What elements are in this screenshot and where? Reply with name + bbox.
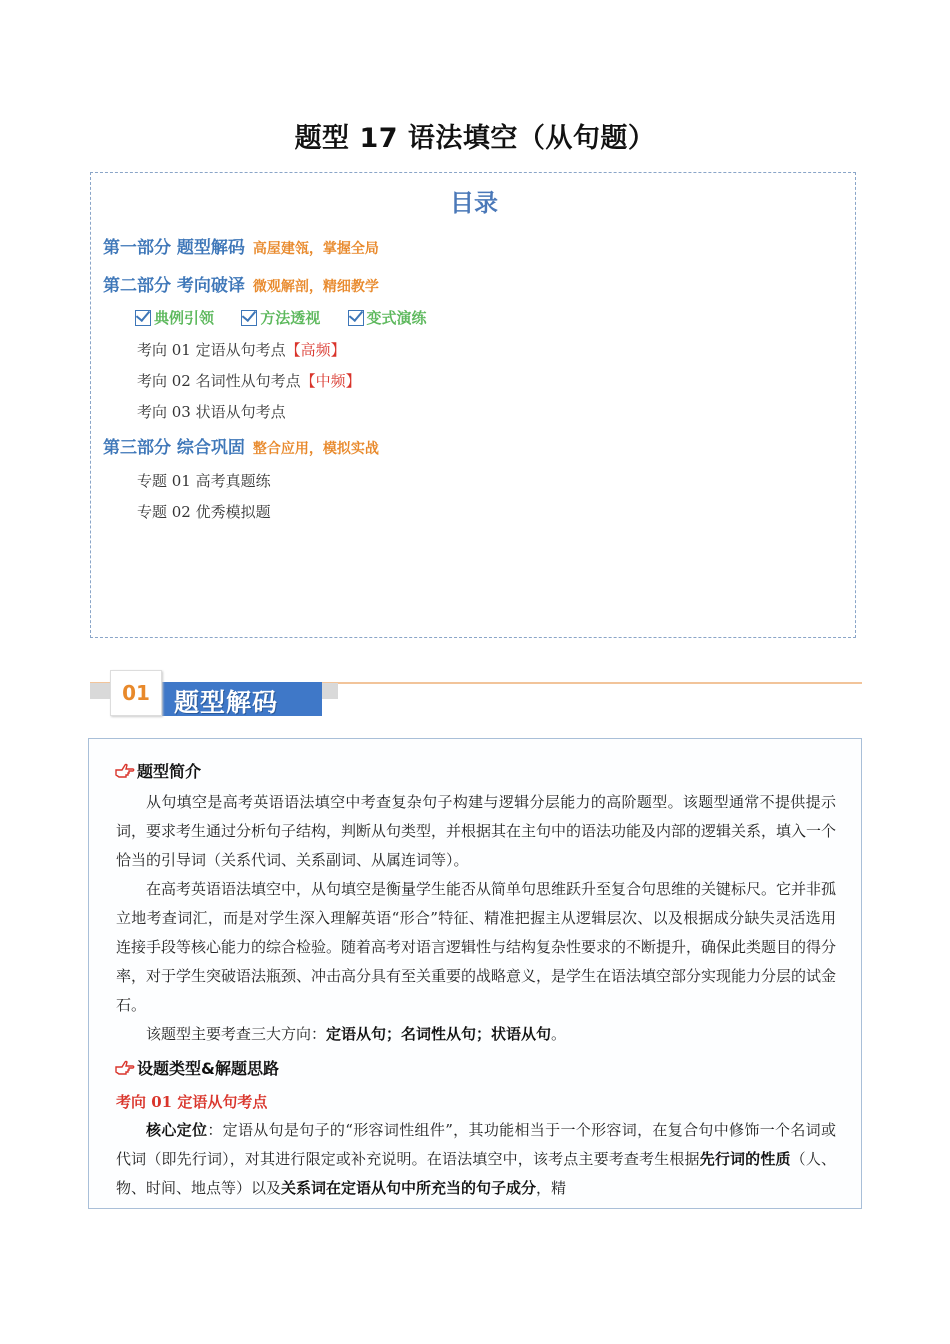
toc-part1[interactable] (103, 233, 379, 258)
toc-tab-3[interactable]: 变式演练 (348, 307, 427, 328)
toc-item-zt02[interactable]: 专题 02 优秀模拟题 (137, 503, 271, 521)
checkbox-icon (241, 310, 257, 326)
toc-box (90, 172, 856, 638)
toc-tabs (135, 307, 449, 330)
checkbox-icon (135, 310, 151, 326)
pointing-hand-icon (115, 1060, 135, 1076)
section-label: 题型解码 (174, 688, 279, 717)
toc-item-kx03[interactable]: 考向 03 状语从句考点 (137, 403, 286, 421)
toc-item-zt01[interactable]: 专题 01 高考真题练 (137, 472, 271, 490)
toc-heading: 目录 (450, 189, 498, 217)
toc-part2[interactable] (103, 271, 379, 296)
toc-part1-label: 第一部分 题型解码 (103, 238, 245, 258)
page-title: 题型 17 语法填空（从句题） (294, 123, 656, 154)
toc-item-kx02[interactable]: 考向 02 名词性从句考点【中频】 (137, 372, 361, 390)
checkbox-icon (348, 310, 364, 326)
toc-tab-1[interactable]: 典例引领 (135, 307, 214, 328)
section-number: 01 (110, 670, 162, 716)
kx01-paragraph: 核心定位：定语从句是句子的“形容词性组件”，其功能相当于一个形容词，在复合句中修饰一个名词或代词（即先行词），对其进行限定或补充说明。在语法填空中，该考点主要考查考生根据先行词的性质（人、物、时间、地点等）以及关系词在定语从句中所充当的句子成分，精 (116, 1121, 836, 1197)
intro-heading: 题型简介 (115, 759, 201, 782)
toc-part2-sub: 微观解剖，精细教学 (252, 279, 379, 295)
toc-part3-sub: 整合应用，模拟实战 (252, 441, 379, 457)
freq-tag: 【中频】 (300, 372, 361, 390)
kx01-text (116, 1116, 836, 1203)
intro-paragraph-1: 从句填空是高考英语语法填空中考查复杂句子构建与逻辑分层能力的高阶题型。该题型通常不提供提示词，要求考生通过分析句子结构，判断从句类型，并根据其在主句中的语法功能及内部的逻辑关系，填入一个恰当的引导词（关系代词、关系副词、从属连词等）。 (116, 793, 837, 869)
intro-text (116, 788, 836, 1049)
strategy-heading: 设题类型&解题思路 (115, 1056, 279, 1079)
intro-paragraph-3: 该题型主要考查三大方向：定语从句；名词性从句；状语从句。 (146, 1025, 567, 1043)
toc-part3-label: 第三部分 综合巩固 (103, 438, 245, 458)
freq-tag: 【高频】 (285, 341, 346, 359)
kx01-heading: 考向 01 定语从句考点 (116, 1093, 268, 1111)
pointing-hand-icon (115, 763, 135, 779)
toc-part3[interactable] (103, 433, 379, 458)
toc-tab-2[interactable]: 方法透视 (241, 307, 320, 328)
toc-part1-sub: 高屋建瓴，掌握全局 (252, 241, 379, 257)
intro-paragraph-2: 在高考英语语法填空中，从句填空是衡量学生能否从简单句思维跃升至复合句思维的关键标尺。它并非孤立地考查词汇，而是对学生深入理解英语“形合”特征、精准把握主从逻辑层次、以及根据成分缺失灵活选用连接手段等核心能力的综合检验。随着高考对语言逻辑性与结构复杂性要求的不断提升，确保此类题目的得分率，对于学生突破语法瓶颈、冲击高分具有至关重要的战略意义，是学生在语法填空部分实现能力分层的试金石。 (116, 880, 837, 1014)
toc-part2-label: 第二部分 考向破译 (103, 276, 245, 296)
content-box (88, 738, 862, 1209)
toc-item-kx01[interactable]: 考向 01 定语从句考点【高频】 (137, 341, 346, 359)
